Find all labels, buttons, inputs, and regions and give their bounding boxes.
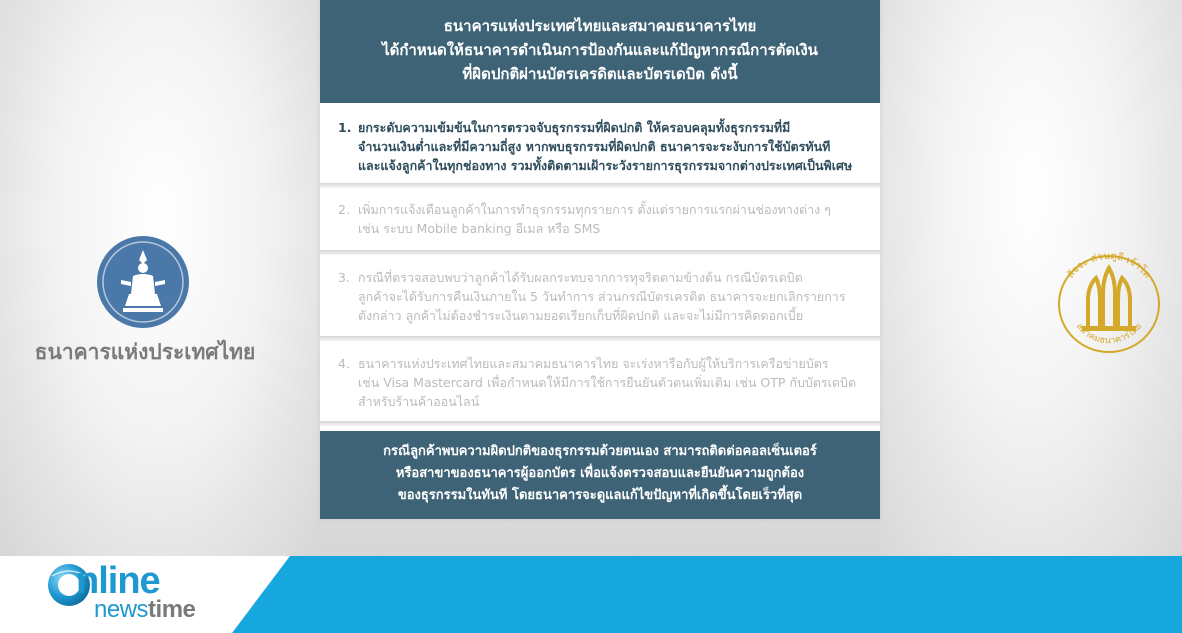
item-number: 3.: [338, 270, 350, 285]
infographic-panel: [320, 0, 880, 519]
footer-line-1: กรณีลูกค้าพบความผิดปกติของธุรกรรมด้วยตนเอง สามารถติดต่อคอลเซ็นเตอร์: [383, 444, 817, 459]
item-line: เพิ่มการแจ้งเตือนลูกค้าในการทำธุรกรรมทุกรายการ ตั้งแต่รายการแรกผ่านช่องทางต่าง ๆ: [358, 202, 831, 217]
header-line-2: ได้กำหนดให้ธนาคารดำเนินการป้องกันและแก้ปัญหากรณีการตัดเงิน: [382, 41, 818, 59]
tba-name: สมาคมธนาคารไทย: [1073, 321, 1145, 347]
item-line: กรณีที่ตรวจสอบพบว่าลูกค้าได้รับผลกระทบจากการทุจริตตามข้างต้น กรณีบัตรเดบิต: [358, 270, 803, 285]
svg-text:สมาคมธนาคารไทย: [1074, 322, 1145, 347]
divider: [320, 250, 880, 255]
divider: [320, 183, 880, 188]
header-line-3: ที่ผิดปกติผ่านบัตรเครดิตและบัตรเดบิต ดังนี้: [462, 65, 738, 83]
footer-line-3: ของธุรกรรมในทันที โดยธนาคารจะดูแลแก้ไขปัญหาที่เกิดขึ้นโดยเร็วที่สุด: [397, 488, 803, 503]
divider: [320, 336, 880, 341]
tba-motto: สัจจะ ส่วนตูลี เจ้าโต: [1065, 250, 1153, 281]
item-line: ลูกค้าจะได้รับการคืนเงินภายใน 5 วันทำการ ส่วนกรณีบัตรเครดิต ธนาคารจะยกเลิกรายการ: [358, 289, 846, 304]
brand-time-part: time: [148, 596, 196, 623]
measure-item-2: [320, 200, 880, 238]
item-line: เช่น Visa Mastercard เพื่อกำหนดให้มีการใช้การยืนยันตัวตนเพิ่มเติม เช่น OTP กับบัตรเดบิต: [358, 375, 857, 390]
measure-item-3: [320, 268, 880, 325]
panel-footer: [320, 431, 880, 519]
item-line: จำนวนเงินต่ำและที่มีความถี่สูง หากพบธุรกรรมที่ผิดปกติ ธนาคารจะระงับการใช้บัตรทันที: [358, 139, 831, 154]
item-number: 4.: [338, 356, 350, 371]
footer-line-2: หรือสาขาของธนาคารผู้ออกบัตร เพื่อแจ้งตรวจสอบและยืนยันความถูกต้อง: [395, 466, 805, 481]
item-line: ดังกล่าว ลูกค้าไม่ต้องชำระเงินตามยอดเรียกเก็บที่ผิดปกติ และจะไม่มีการคิดดอกเบี้ย: [358, 308, 804, 323]
item-line: และแจ้งลูกค้าในทุกช่องทาง รวมทั้งติดตามเฝ้าระวังรายการธุรกรรมจากต่างประเทศเป็นพิเศษ: [358, 158, 853, 173]
item-number: 2.: [338, 202, 350, 217]
measure-item-1: [320, 118, 880, 175]
item-line: เช่น ระบบ Mobile banking อีเมล หรือ SMS: [358, 221, 601, 236]
online-newstime-logo[interactable]: [46, 560, 236, 630]
bank-of-thailand-emblem-icon: [95, 234, 191, 330]
header-line-1: ธนาคารแห่งประเทศไทยและสมาคมธนาคารไทย: [443, 17, 757, 35]
divider: [320, 421, 880, 426]
brand-online-text: nline: [76, 560, 160, 602]
panel-header: [320, 0, 880, 103]
item-line: ยกระดับความเข้มข้นในการตรวจจับธุรกรรมที่ผิดปกติ ให้ครอบคลุมทั้งธุรกรรมที่มี: [358, 120, 791, 135]
thai-bankers-association-emblem-icon: [1048, 242, 1170, 356]
item-number: 1.: [338, 120, 352, 135]
measure-item-4: [320, 354, 880, 411]
item-line: ธนาคารแห่งประเทศไทยและสมาคมธนาคารไทย จะเร่งหารือกับผู้ให้บริการเครือข่ายบัตร: [358, 356, 829, 371]
brand-news-part: news: [94, 596, 149, 623]
item-line: สำหรับร้านค้าออนไลน์: [358, 394, 480, 409]
brand-newstime-text: [94, 596, 195, 624]
bank-of-thailand-name: ธนาคารแห่งประเทศไทย: [34, 339, 256, 364]
